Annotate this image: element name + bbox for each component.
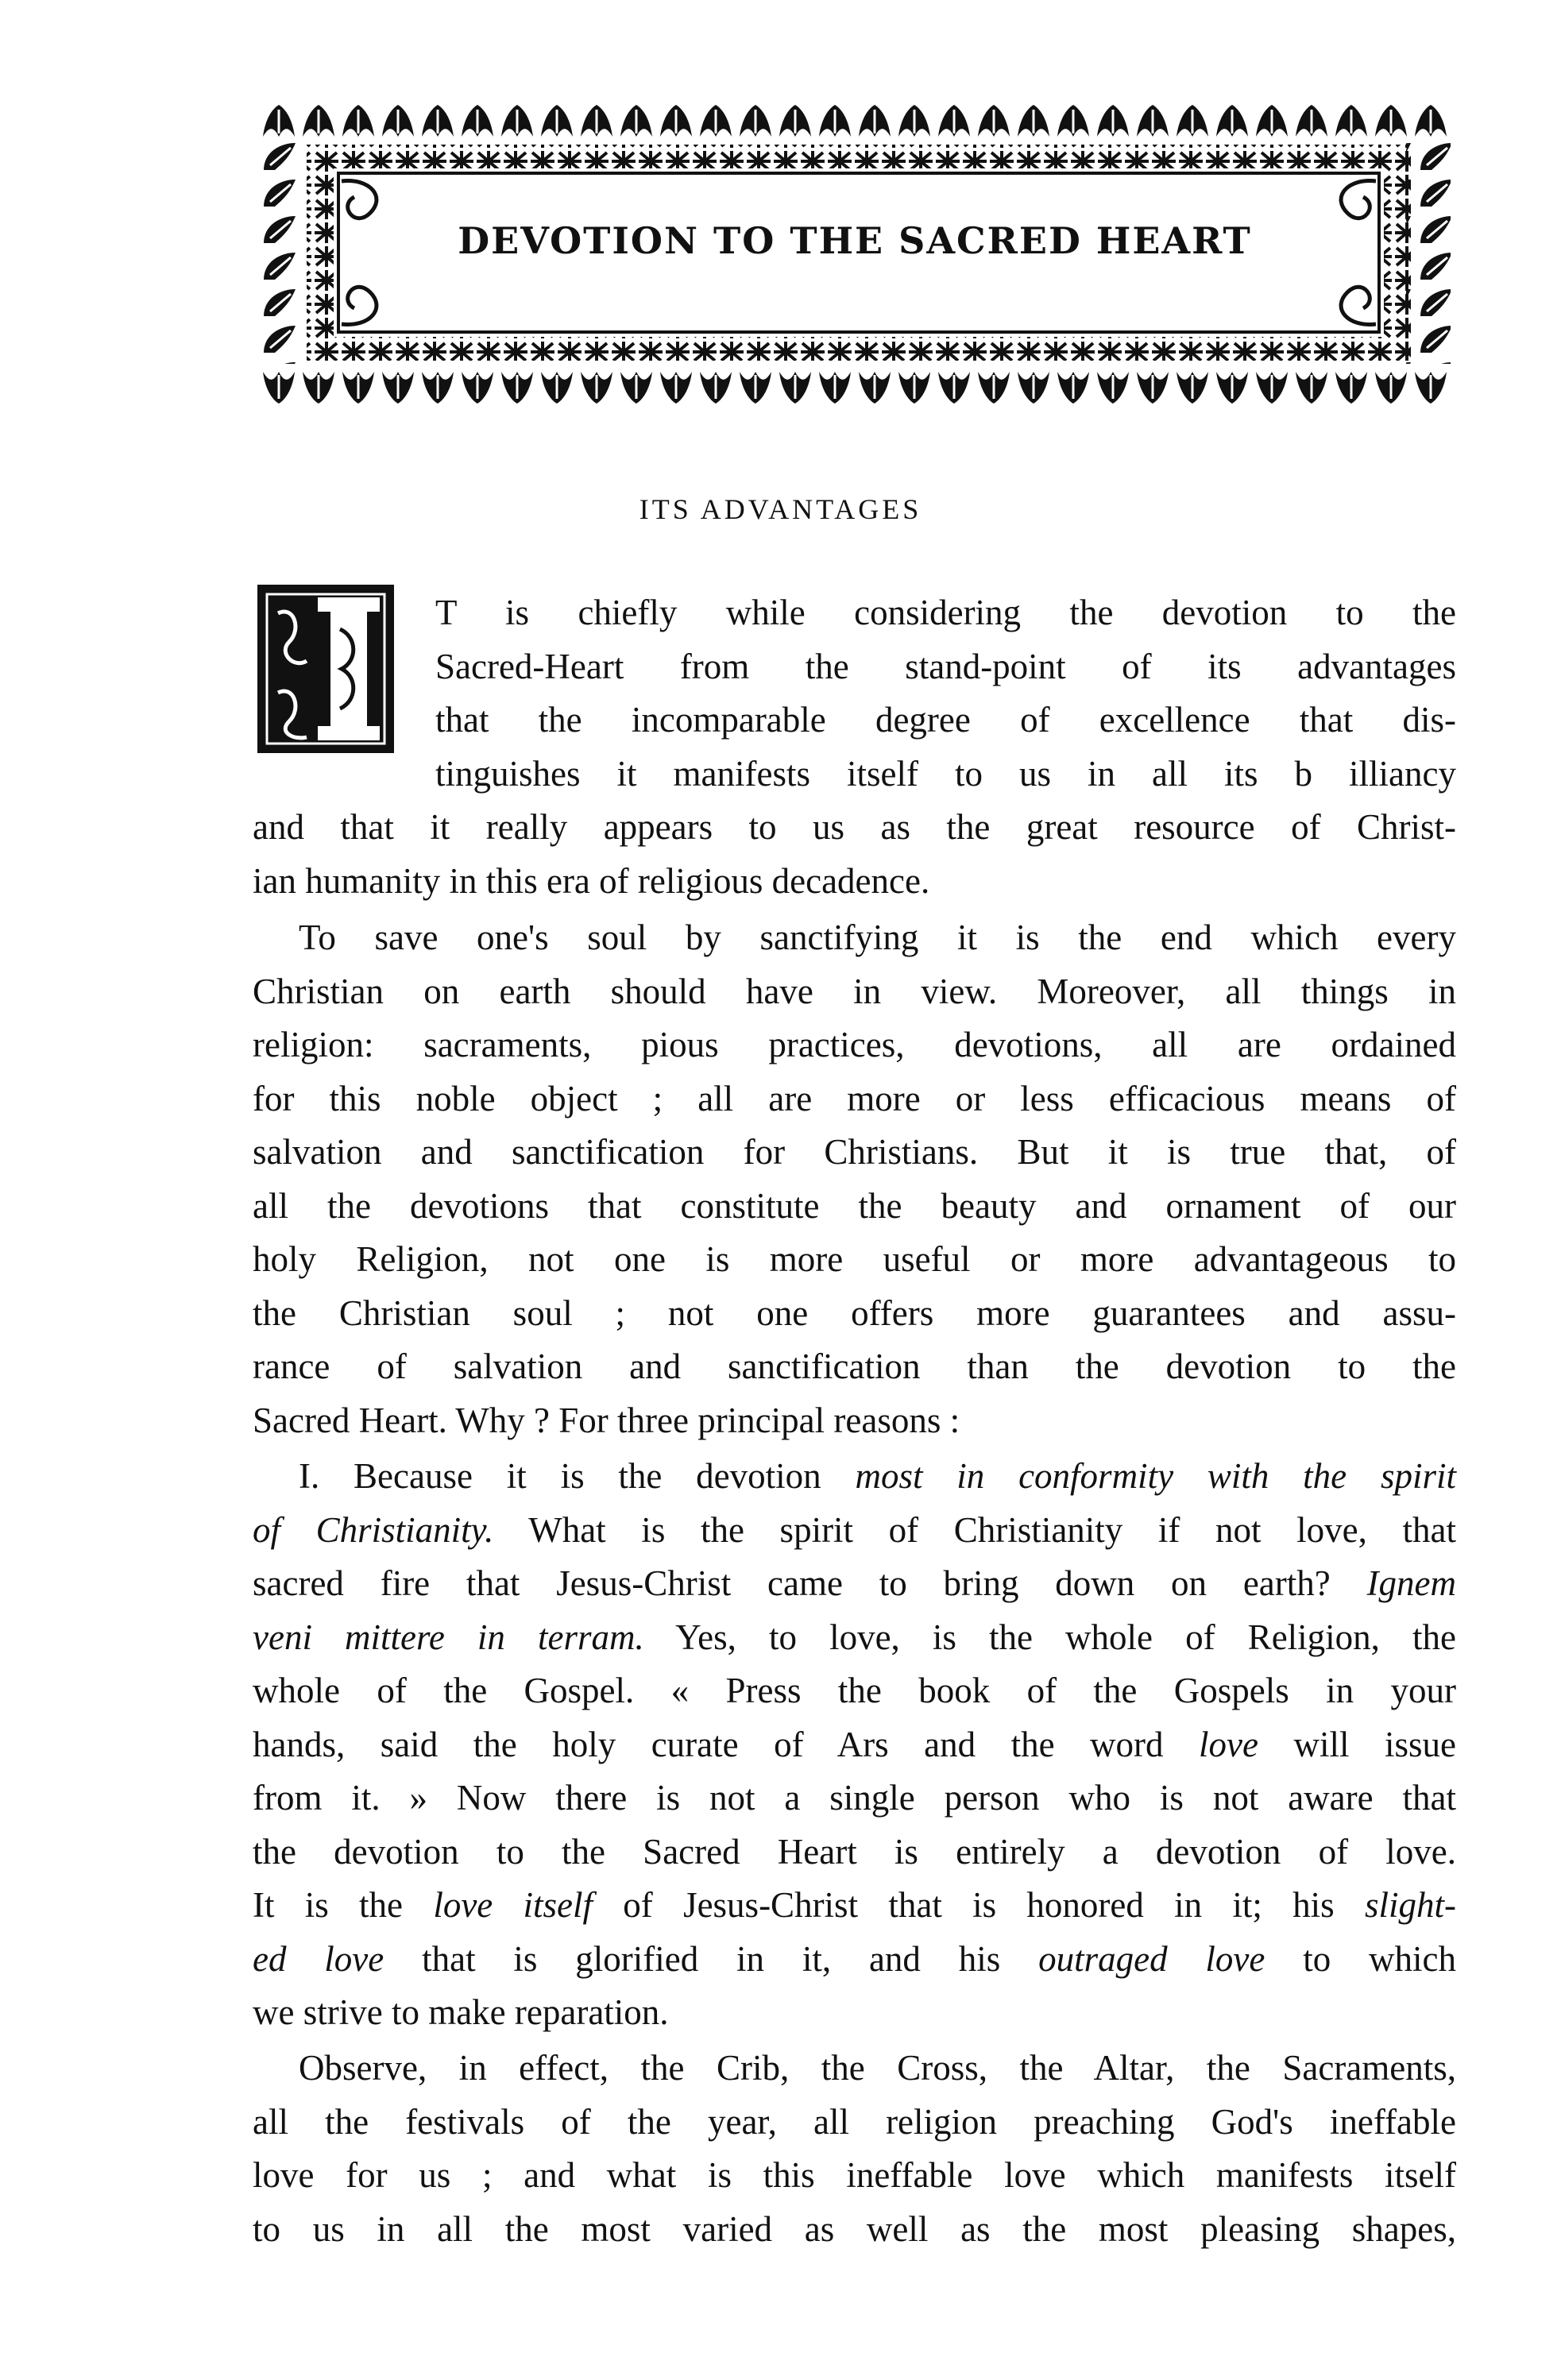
text-line: and that it really appears to us as the great resource of Christ-: [253, 807, 1456, 847]
text-line: [253, 1879, 1456, 1933]
text-run: will issue: [1258, 1724, 1456, 1764]
text-line: tinguishes it manifests itself to us in all its b illiancy: [435, 753, 1456, 794]
text-line: Christian on earth should have in view. Moreover, all things in: [253, 971, 1456, 1011]
paragraph-4: [253, 2042, 1456, 2256]
text-run-italic: most in conformity with the spirit: [855, 1456, 1456, 1496]
text-run: I. Because it is the devotion: [299, 1456, 856, 1496]
text-run: What is the spirit of Christianity if not love, that: [493, 1509, 1456, 1550]
text-line: from it. » Now there is not a single person who is not aware that: [253, 1778, 1456, 1818]
section-title: ITS ADVANTAGES: [639, 493, 922, 525]
text-line: salvation and sanctification for Christians. But it is true that, of: [253, 1132, 1456, 1172]
text-run-italic: of Christianity.: [253, 1509, 494, 1550]
text-run: sacred fire that Jesus-Christ came to bring down on earth?: [253, 1563, 1367, 1603]
text-line: [253, 1933, 1456, 1987]
text-line: T is chiefly while considering the devotion to the: [435, 593, 1456, 632]
text-line: religion: sacraments, pious practices, devotions, all are ordained: [253, 1025, 1456, 1064]
text-line: to us in all the most varied as well as the most pleasing shapes,: [253, 2208, 1456, 2249]
text-run: Yes, to love, is the whole of Religion, the: [643, 1617, 1456, 1657]
text-line: ian humanity in this era of religious decadence.: [253, 860, 930, 901]
text-run-italic: ed love: [253, 1938, 384, 1979]
text-line: all the devotions that constitute the beauty and ornament of our: [253, 1185, 1456, 1226]
text-run: hands, said the holy curate of Ars and the word: [253, 1724, 1200, 1764]
text-run-italic: love: [1199, 1724, 1258, 1764]
text-run-italic: love itself: [433, 1885, 593, 1925]
text-line: the Christian soul ; not one offers more guarantees and assu-: [253, 1292, 1456, 1333]
text-run-italic: veni mittere in terram.: [253, 1617, 644, 1657]
text-line: [253, 1557, 1456, 1611]
text-line: we strive to make reparation.: [253, 1992, 669, 2032]
paragraph-1: [253, 586, 1456, 908]
text-line: all the festivals of the year, all religion preaching God's ineffable: [253, 2101, 1456, 2142]
text-line: holy Religion, not one is more useful or more advantageous to: [253, 1239, 1456, 1279]
text-run: that is glorified in it, and his: [384, 1938, 1039, 1979]
text-run: of Jesus-Christ that is honored in it; his: [593, 1885, 1365, 1925]
text-line: [253, 1504, 1456, 1558]
text-line: whole of the Gospel. « Press the book of the Gospels in your: [253, 1671, 1456, 1710]
text-line: [253, 1718, 1456, 1772]
text-run: It is the: [253, 1885, 434, 1925]
chapter-title: DEVOTION TO THE SACRED HEART: [458, 219, 1252, 262]
text-line: Observe, in effect, the Crib, the Cross, the Altar, the Sacraments,: [299, 2048, 1456, 2088]
text-line: love for us ; and what is this ineffable love which manifests itself: [253, 2155, 1456, 2195]
text-line: that the incomparable degree of excellence that dis-: [435, 700, 1456, 740]
paragraph-2: [253, 911, 1456, 1447]
text-line: Sacred-Heart from the stand-point of its advantages: [435, 646, 1456, 686]
paragraph-3: [253, 1450, 1456, 2040]
text-run-italic: slight-: [1364, 1885, 1456, 1925]
text-line: rance of salvation and sanctification than the devotion to the: [253, 1346, 1456, 1386]
text-run: to which: [1265, 1938, 1457, 1979]
text-line: [253, 1611, 1456, 1665]
text-line: [253, 1450, 1456, 1504]
header-ornament-frame: [259, 102, 1451, 404]
text-line: To save one's soul by sanctifying it is the end which every: [299, 918, 1456, 957]
text-line: the devotion to the Sacred Heart is entirely a devotion of love.: [253, 1831, 1456, 1872]
text-line: for this noble object ; all are more or less efficacious means of: [253, 1078, 1456, 1119]
text-run-italic: Ignem: [1366, 1563, 1456, 1603]
text-run-italic: outraged love: [1038, 1938, 1265, 1979]
text-line: Sacred Heart. Why ? For three principal reasons :: [253, 1400, 960, 1440]
